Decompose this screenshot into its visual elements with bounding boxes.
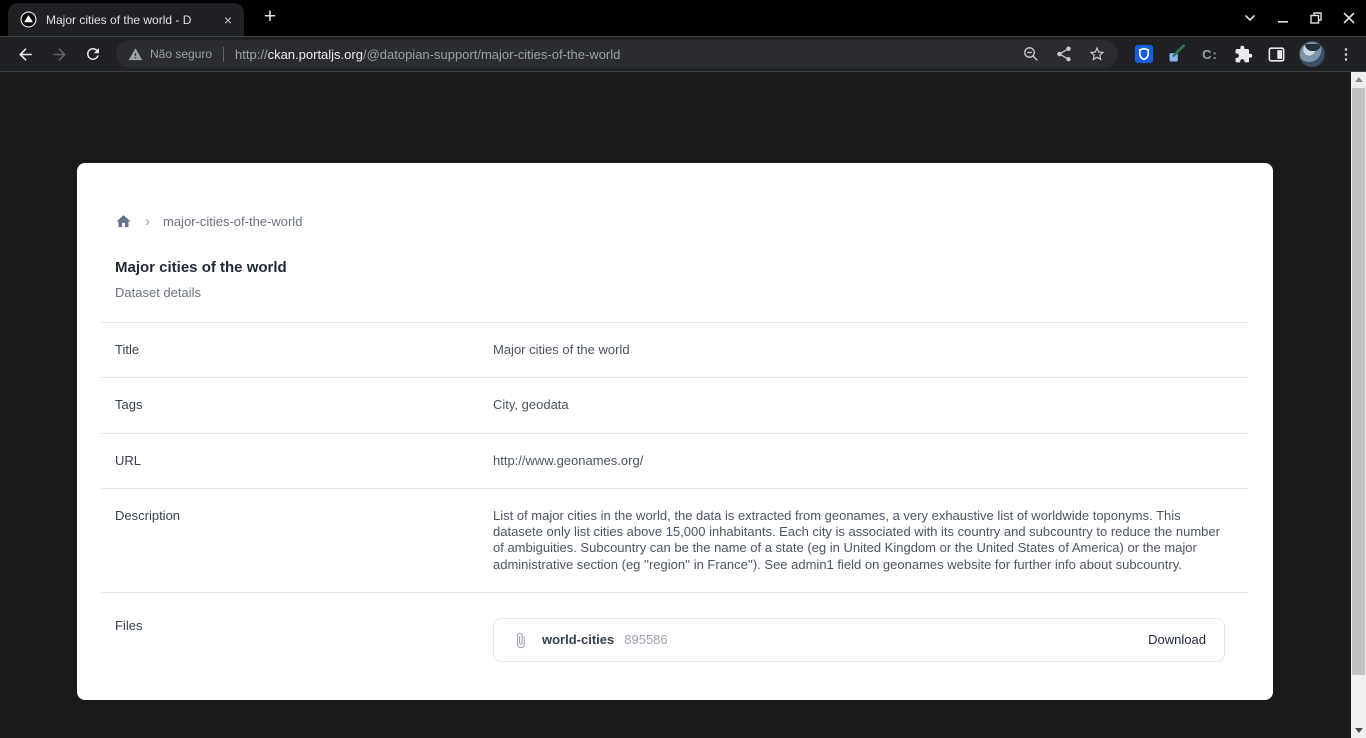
- bookmark-star-icon[interactable]: [1088, 45, 1106, 63]
- tab-search-chevron-icon[interactable]: [1240, 9, 1259, 28]
- tab-close-icon[interactable]: ×: [223, 11, 233, 28]
- c-extension-icon[interactable]: C:: [1202, 46, 1218, 62]
- breadcrumb-chevron-icon: ›: [145, 213, 150, 230]
- close-window-icon[interactable]: [1339, 9, 1358, 28]
- table-row-description: [101, 489, 1249, 593]
- profile-avatar[interactable]: [1299, 41, 1325, 67]
- page-title: Major cities of the world: [115, 259, 287, 276]
- minimize-icon[interactable]: [1273, 9, 1292, 28]
- browser-menu-icon[interactable]: ⋮: [1338, 46, 1354, 63]
- zoom-out-icon[interactable]: [1022, 45, 1040, 63]
- share-icon[interactable]: [1055, 45, 1073, 63]
- row-label: Tags: [115, 397, 143, 413]
- row-value: Major cities of the world: [493, 342, 630, 357]
- row-value: List of major cities in the world, the data is extracted from geonames, a very exhaustive list of worldwide toponyms. This datasete only list cities above 15,000 inhabitants. Each city is associated with its country and subcountry to reduce the number of ambiguities. Subcountry can be the name of a state (eg in United Kingdom or the United States of America) or the major administrative section (eg ''region'' in France''). See admin1 field on geonames website for further info about subcountry.: [493, 507, 1220, 572]
- tab-strip: [0, 0, 1366, 36]
- url-scheme: http://: [235, 46, 268, 62]
- breadcrumb-current: major-cities-of-the-world: [163, 214, 303, 229]
- download-button[interactable]: Download: [1148, 631, 1206, 647]
- table-row-url: [101, 434, 1249, 489]
- window-controls: [1240, 0, 1364, 36]
- omnibox-divider: [223, 47, 224, 62]
- url-host: ckan.portaljs.org: [267, 46, 363, 62]
- row-label: Files: [115, 618, 143, 634]
- paperclip-icon: [512, 632, 529, 649]
- table-row-tags: [101, 378, 1249, 433]
- scrollbar-thumb[interactable]: [1352, 88, 1365, 675]
- table-row-files: [101, 593, 1249, 662]
- table-row-title: [101, 323, 1249, 378]
- row-label: Description: [115, 507, 181, 523]
- url-text: [235, 47, 620, 62]
- file-size: 895586: [624, 631, 668, 647]
- file-name: world-cities: [542, 631, 615, 647]
- bitwarden-extension-icon[interactable]: [1134, 44, 1154, 64]
- row-label: Title: [115, 342, 140, 357]
- site-favicon-icon: [20, 11, 37, 28]
- file-item[interactable]: [493, 618, 1225, 662]
- security-label: Não seguro: [150, 47, 213, 61]
- tab-title: Major cities of the world - D: [46, 13, 220, 27]
- row-value: [493, 618, 1225, 662]
- scroll-down-arrow-icon[interactable]: [1351, 723, 1366, 738]
- extensions-area: [1124, 41, 1358, 67]
- browser-tab[interactable]: [8, 3, 244, 36]
- row-value: City, geodata: [493, 397, 569, 413]
- back-button[interactable]: [10, 39, 40, 69]
- new-tab-button[interactable]: +: [263, 5, 277, 28]
- forward-button[interactable]: [44, 39, 74, 69]
- row-label: URL: [115, 452, 142, 468]
- breadcrumb: [115, 213, 1235, 230]
- not-secure-warning-icon: [128, 47, 143, 62]
- reload-button[interactable]: [78, 39, 108, 69]
- row-value: http://www.geonames.org/: [493, 452, 644, 468]
- dataset-card: [77, 163, 1273, 700]
- page-subtitle: Dataset details: [115, 285, 201, 300]
- page-viewport: [0, 72, 1366, 738]
- url-path: /@datopian-support/major-cities-of-the-world: [362, 46, 621, 62]
- scroll-up-arrow-icon[interactable]: [1351, 72, 1366, 87]
- extensions-puzzle-icon[interactable]: [1233, 44, 1253, 64]
- color-picker-extension-icon[interactable]: [1167, 44, 1187, 64]
- page-scrollbar[interactable]: [1351, 72, 1366, 738]
- address-bar[interactable]: [116, 40, 1118, 68]
- home-icon[interactable]: [115, 213, 132, 230]
- restore-icon[interactable]: [1306, 9, 1325, 28]
- side-panel-icon[interactable]: [1266, 44, 1286, 64]
- dataset-details-table: [101, 322, 1249, 662]
- browser-toolbar: [0, 36, 1366, 72]
